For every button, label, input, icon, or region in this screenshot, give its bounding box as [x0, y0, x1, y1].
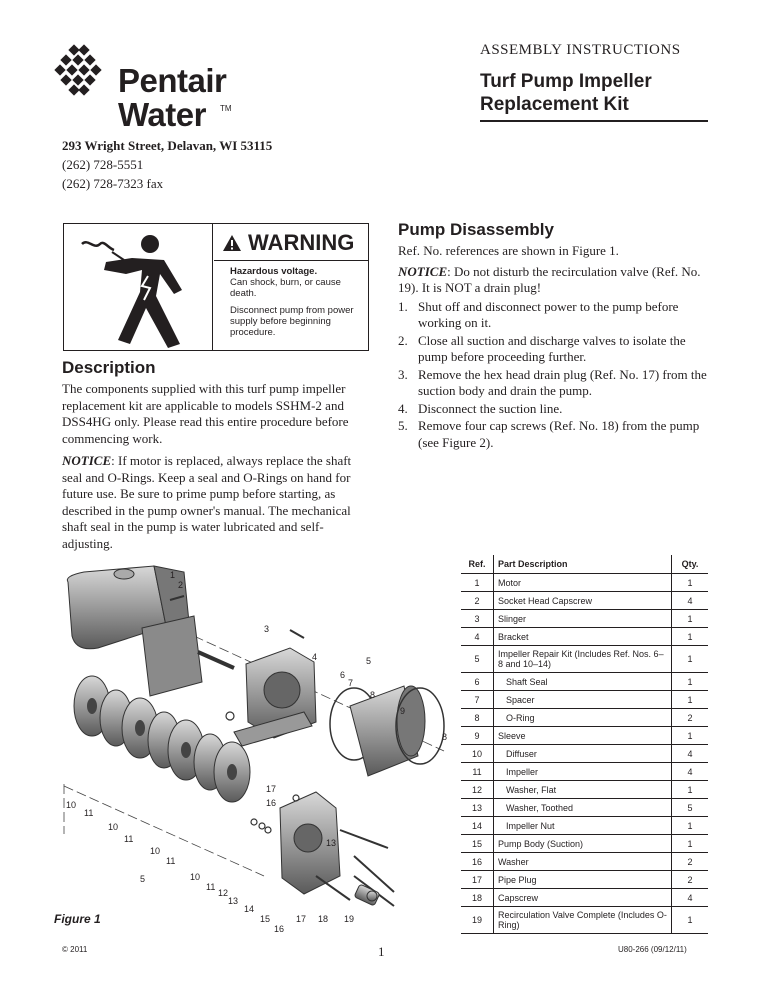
- step-item: [398, 299, 708, 332]
- step-item: [398, 418, 708, 451]
- step-item: [398, 367, 708, 400]
- qty-cell: 4: [672, 889, 709, 907]
- ref-cell: 13: [461, 799, 494, 817]
- table-row: [461, 871, 708, 889]
- description-paragraph: The components supplied with this turf pump impeller replacement kit are applicable to models SSHM-2 and DSS4HG only. Please read this entire procedure before commencing work.: [62, 381, 349, 446]
- warning-hazard: Hazardous voltage.: [230, 266, 318, 277]
- qty-cell: 1: [672, 691, 709, 709]
- callout-19: 19: [344, 914, 355, 924]
- step-item: [398, 333, 708, 366]
- impeller-stack-drawing: [74, 676, 250, 802]
- desc-cell: Washer, Toothed: [506, 802, 574, 813]
- desc-cell: Slinger: [494, 610, 672, 628]
- ref-cell: 6: [461, 673, 494, 691]
- desc-cell: Socket Head Capscrew: [494, 592, 672, 610]
- qty-cell: 1: [672, 628, 709, 646]
- document-type: ASSEMBLY INSTRUCTIONS: [480, 42, 681, 58]
- callout-8b: 8: [442, 732, 448, 742]
- callout-2: 2: [178, 580, 184, 590]
- qty-cell: 1: [672, 574, 709, 592]
- notice-label: NOTICE: [62, 453, 112, 468]
- callout-8: 8: [370, 690, 376, 700]
- qty-cell: 4: [672, 592, 709, 610]
- step-number: 4.: [398, 400, 408, 416]
- callout-7: 7: [348, 678, 354, 688]
- ref-cell: 9: [461, 727, 494, 745]
- callout-9: 9: [400, 706, 406, 716]
- step-item: [398, 401, 708, 418]
- ref-cell: 3: [461, 610, 494, 628]
- table-row: [461, 673, 708, 691]
- qty-cell: 4: [672, 763, 709, 781]
- description-notice: [62, 453, 367, 552]
- callout-14: 14: [244, 904, 255, 914]
- step-text: Close all suction and discharge valves to isolate the pump before proceeding further.: [418, 332, 686, 364]
- qty-cell: 1: [672, 835, 709, 853]
- callout-12: 12: [218, 888, 229, 898]
- steps-list: [398, 299, 708, 452]
- callout-11a: 11: [84, 808, 94, 818]
- notice-label: NOTICE: [398, 263, 448, 279]
- ref-cell: 14: [461, 817, 494, 835]
- desc-cell: Impeller Repair Kit (Includes Ref. Nos. 6–8 and 10–14): [494, 646, 672, 673]
- col-qty: Qty.: [672, 555, 709, 574]
- qty-cell: 2: [672, 871, 709, 889]
- desc-cell: Pump Body (Suction): [494, 835, 672, 853]
- ref-cell: 18: [461, 889, 494, 907]
- desc-cell: Shaft Seal: [506, 676, 548, 687]
- table-row: [461, 646, 708, 673]
- phone-number: (262) 728-5551: [62, 157, 144, 172]
- recirc-valve-drawing: [354, 884, 380, 906]
- callout-11b: 11: [124, 834, 134, 844]
- disassembly-heading: Pump Disassembly: [398, 220, 554, 239]
- callout-18: 18: [318, 914, 329, 924]
- table-row: [461, 853, 708, 871]
- parts-table: [461, 555, 708, 934]
- page-number: 1: [378, 944, 385, 959]
- qty-cell: 2: [672, 853, 709, 871]
- ref-cell: 19: [461, 907, 494, 934]
- callout-13b: 13: [326, 838, 337, 848]
- step-number: 3.: [398, 366, 408, 382]
- desc-cell: Diffuser: [506, 748, 537, 759]
- brand-name-line1: Pentair: [118, 62, 227, 99]
- callout-5b: 5: [140, 874, 146, 884]
- step-number: 5.: [398, 418, 408, 433]
- desc-cell: Washer, Flat: [506, 784, 557, 795]
- warning-rule: [214, 260, 369, 261]
- callout-1: 1: [170, 570, 176, 580]
- step-text: Remove four cap screws (Ref. No. 18) from the pump (see Figure 2).: [418, 418, 700, 450]
- ref-cell: 1: [461, 574, 494, 592]
- notice-text: : If motor is replaced, always replace the shaft seal and O-Rings. Keep a seal and O-Rings on hand for future use. Be sure to prime pump before starting, as described in the pump owner's manual. The mechanical shaft seal in the pump is water lubricated and self-adjusting.: [62, 453, 352, 551]
- table-row: [461, 610, 708, 628]
- table-row: [461, 817, 708, 835]
- ref-cell: 4: [461, 628, 494, 646]
- address-street: 293 Wright Street, Delavan, WI 53115: [62, 138, 273, 153]
- fax-number: (262) 728-7323 fax: [62, 176, 164, 191]
- callout-4: 4: [312, 652, 318, 662]
- callout-3: 3: [264, 624, 270, 634]
- qty-cell: 1: [672, 781, 709, 799]
- table-row: [461, 574, 708, 592]
- ref-cell: 11: [461, 763, 494, 781]
- table-row: [461, 835, 708, 853]
- ref-cell: 12: [461, 781, 494, 799]
- desc-cell: Washer: [494, 853, 672, 871]
- callout-6: 6: [340, 670, 346, 680]
- table-row: [461, 763, 708, 781]
- table-row: [461, 799, 708, 817]
- disassembly-intro: Ref. No. references are shown in Figure 1.: [398, 243, 619, 258]
- table-row: [461, 727, 708, 745]
- table-row: [461, 745, 708, 763]
- callout-15: 15: [260, 914, 271, 924]
- step-text: Remove the hex head drain plug (Ref. No. 17) from the suction body and drain the pump.: [418, 366, 707, 398]
- electric-shock-icon: [68, 226, 208, 350]
- exploded-view-figure: [54, 556, 452, 936]
- qty-cell: 1: [672, 646, 709, 673]
- document-code: U80-266 (09/12/11): [618, 945, 687, 954]
- disassembly-section: [398, 220, 708, 452]
- desc-cell: Recirculation Valve Complete (Includes O-Ring): [494, 907, 672, 934]
- callout-10d: 10: [190, 872, 201, 882]
- table-row: [461, 907, 708, 934]
- pentair-logo: [54, 44, 264, 134]
- warning-divider: [212, 224, 213, 350]
- description-heading: Description: [62, 358, 156, 377]
- qty-cell: 5: [672, 799, 709, 817]
- qty-cell: 4: [672, 745, 709, 763]
- desc-cell: Bracket: [494, 628, 672, 646]
- desc-cell: Impeller Nut: [506, 820, 555, 831]
- desc-cell: Sleeve: [494, 727, 672, 745]
- ref-cell: 5: [461, 646, 494, 673]
- table-row: [461, 781, 708, 799]
- page-title: [480, 70, 720, 116]
- qty-cell: 1: [672, 907, 709, 934]
- warning-title-text: WARNING: [248, 230, 355, 255]
- ref-cell: 7: [461, 691, 494, 709]
- table-row: [461, 691, 708, 709]
- qty-cell: 2: [672, 709, 709, 727]
- table-row: [461, 709, 708, 727]
- ref-cell: 17: [461, 871, 494, 889]
- warning-triangle-icon: [222, 234, 242, 252]
- step-text: Disconnect the suction line.: [418, 400, 563, 416]
- callout-11d: 11: [206, 882, 216, 892]
- callout-17b: 17: [296, 914, 307, 924]
- desc-cell: Motor: [494, 574, 672, 592]
- qty-cell: 1: [672, 610, 709, 628]
- bracket-drawing: [234, 648, 316, 746]
- callout-13a: 13: [228, 896, 239, 906]
- table-row: [461, 889, 708, 907]
- ref-cell: 2: [461, 592, 494, 610]
- qty-cell: 1: [672, 817, 709, 835]
- callout-10a: 10: [66, 800, 77, 810]
- warning-title: [222, 230, 354, 256]
- desc-cell: Impeller: [506, 766, 539, 777]
- warning-effect: Can shock, burn, or cause death.: [230, 277, 341, 299]
- step-text: Shut off and disconnect power to the pump before working on it.: [418, 298, 679, 330]
- ref-cell: 8: [461, 709, 494, 727]
- table-row: [461, 592, 708, 610]
- ref-cell: 10: [461, 745, 494, 763]
- brand-name-line2: Water: [118, 96, 206, 133]
- callout-5: 5: [366, 656, 372, 666]
- disassembly-notice: [398, 264, 708, 297]
- desc-cell: Capscrew: [494, 889, 672, 907]
- title-underline: [480, 120, 708, 122]
- callout-16a: 16: [274, 924, 285, 934]
- description-section: [62, 358, 367, 558]
- pentair-diamond-icon: [54, 44, 116, 104]
- callout-11c: 11: [166, 856, 176, 866]
- desc-cell: Pipe Plug: [494, 871, 672, 889]
- notice-text: : Do not disturb the recirculation valve (Ref. No. 19). It is NOT a drain plug!: [398, 263, 701, 295]
- callout-16b: 16: [266, 798, 277, 808]
- table-header-row: [461, 555, 708, 574]
- step-number: 2.: [398, 332, 408, 348]
- step-number: 1.: [398, 298, 408, 314]
- desc-cell: Spacer: [506, 694, 535, 705]
- qty-cell: 1: [672, 727, 709, 745]
- callout-10c: 10: [150, 846, 161, 856]
- title-line2: Replacement Kit: [480, 94, 629, 115]
- warning-instruction: Disconnect pump from power supply before beginning procedure.: [230, 305, 354, 338]
- warning-text: [230, 266, 362, 344]
- col-ref: Ref.: [461, 555, 494, 574]
- callout-10b: 10: [108, 822, 119, 832]
- title-line1: Turf Pump Impeller: [480, 71, 652, 92]
- figure-caption: Figure 1: [54, 912, 101, 926]
- footer-copyright: © 2011: [62, 945, 88, 954]
- ref-cell: 15: [461, 835, 494, 853]
- warning-box: [63, 223, 369, 351]
- ref-cell: 16: [461, 853, 494, 871]
- trademark-symbol: TM: [220, 104, 232, 113]
- callout-17a: 17: [266, 784, 277, 794]
- qty-cell: 1: [672, 673, 709, 691]
- desc-cell: O-Ring: [506, 712, 535, 723]
- table-row: [461, 628, 708, 646]
- company-address: [62, 136, 272, 193]
- col-desc: Part Description: [494, 555, 672, 574]
